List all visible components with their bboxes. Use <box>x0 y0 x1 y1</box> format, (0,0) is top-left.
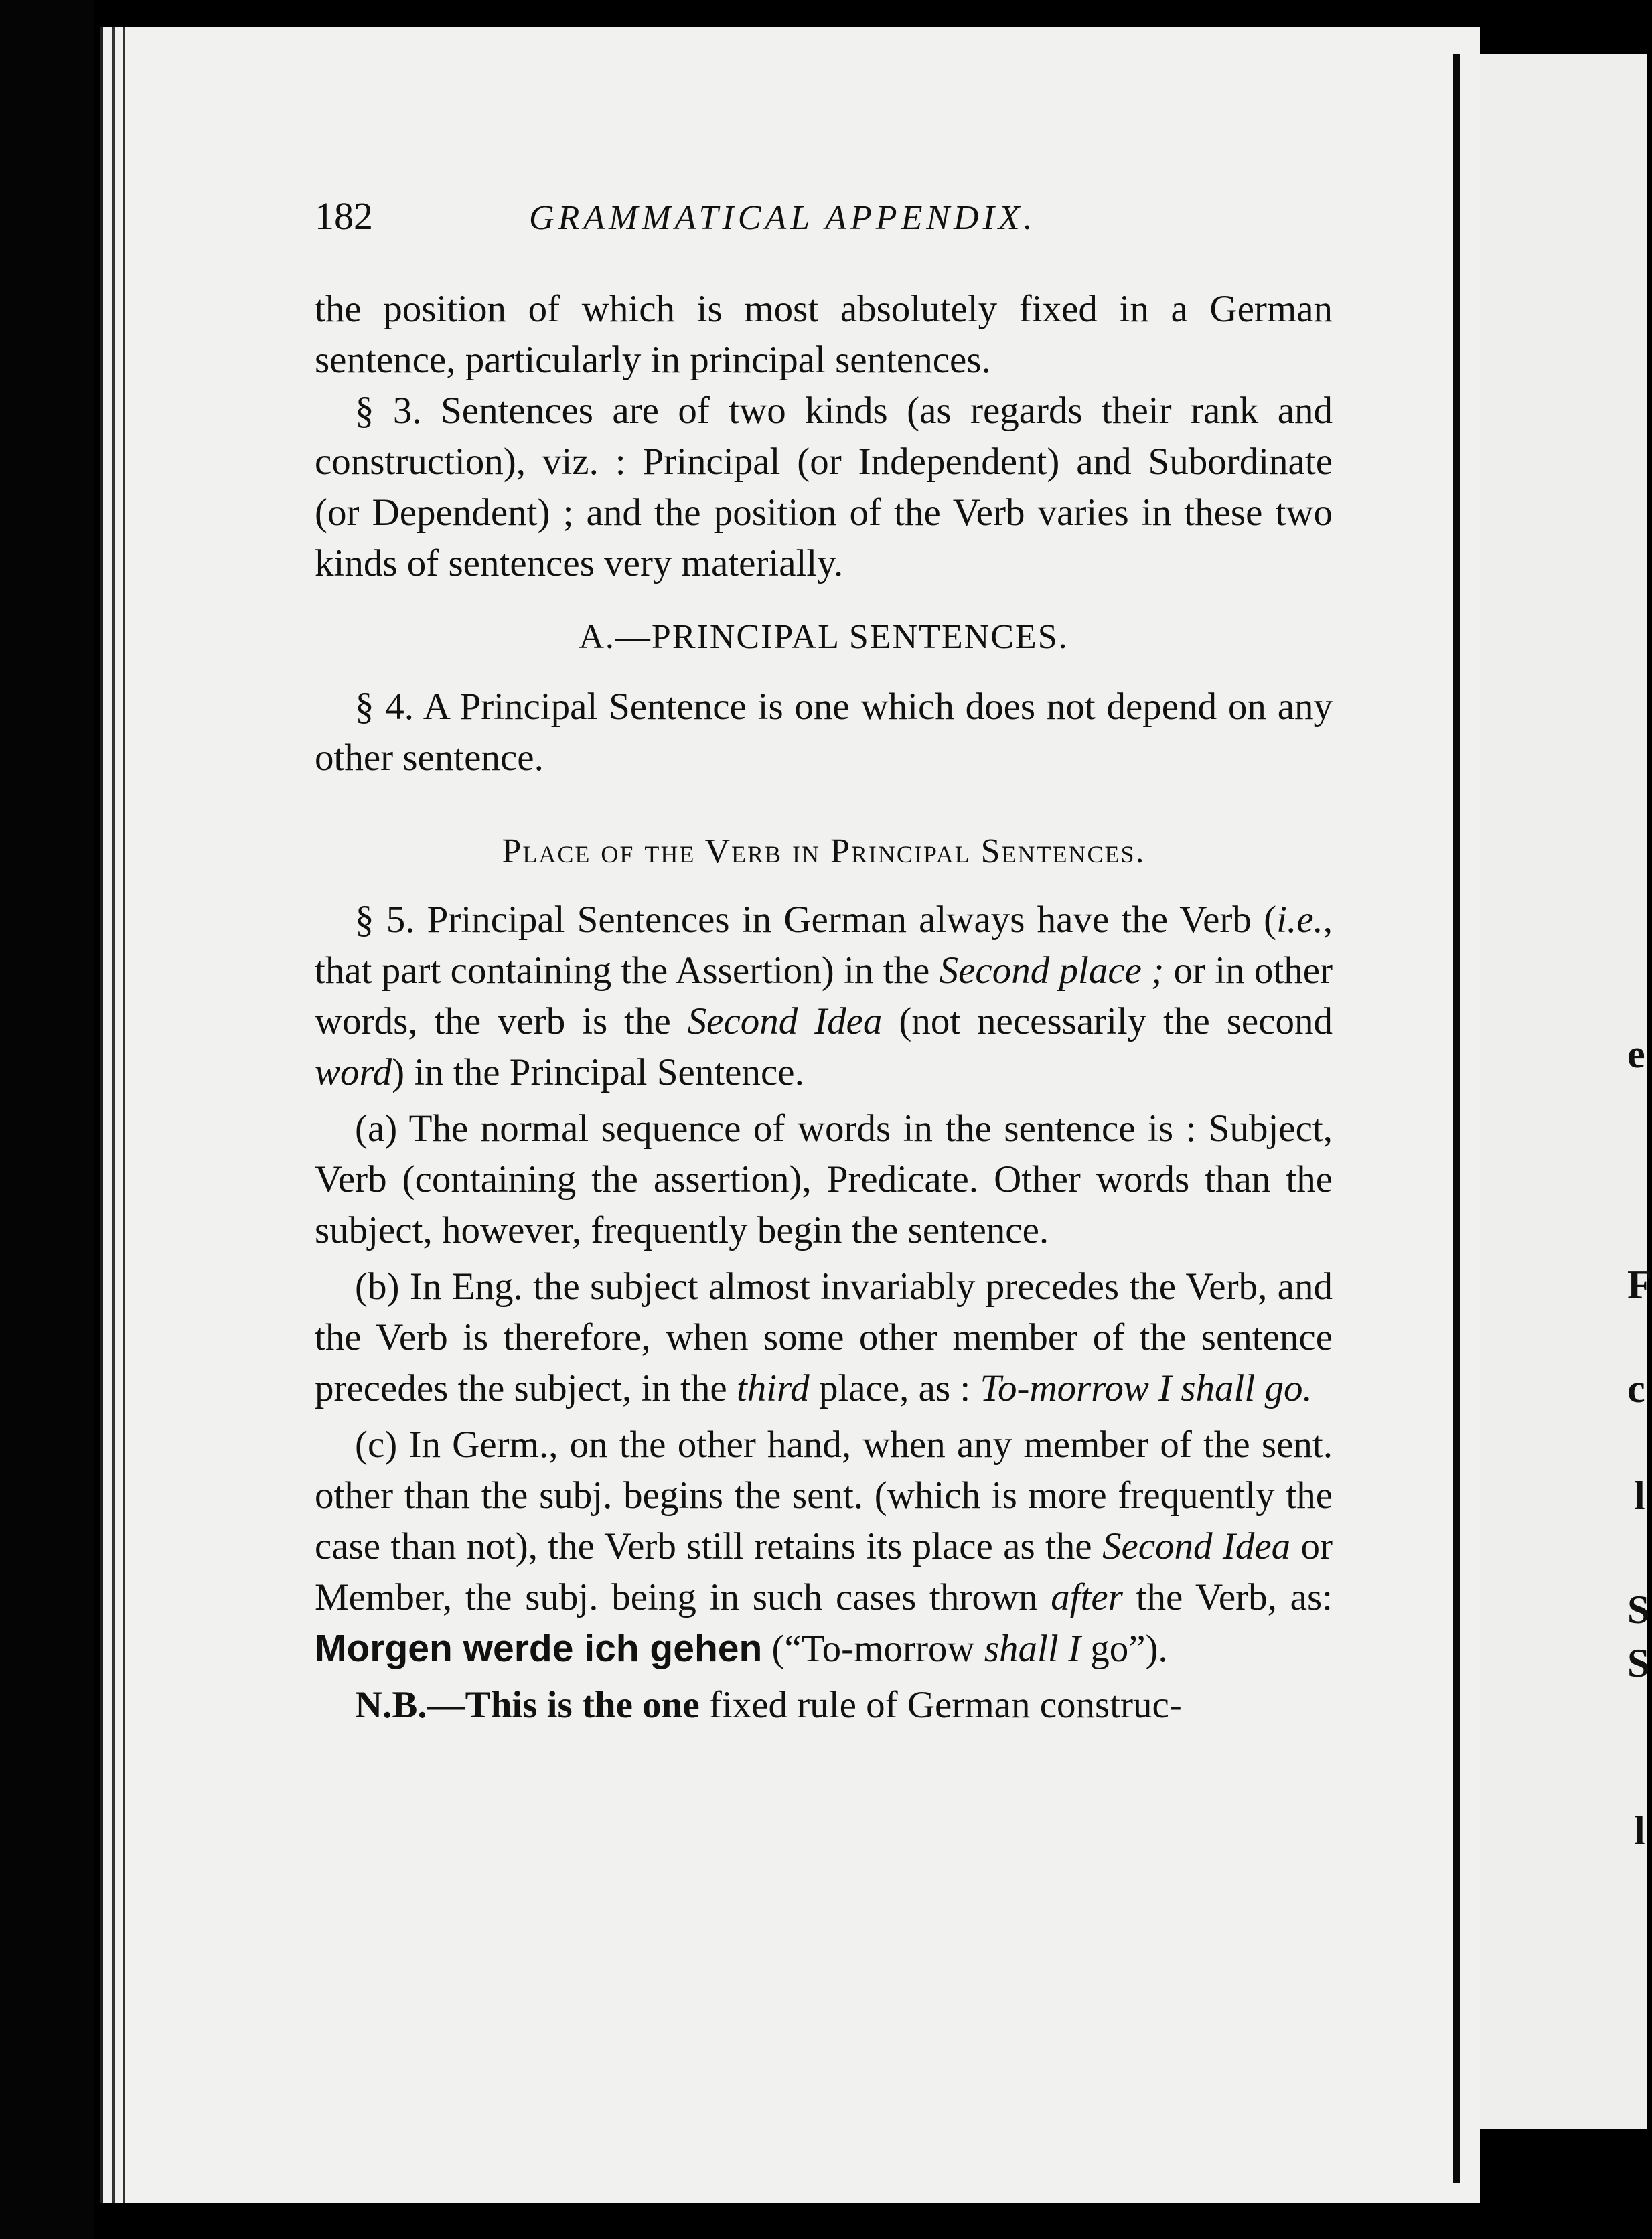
running-head: GRAMMATICAL APPENDIX. <box>529 199 1037 237</box>
paragraph-section-5: § 5. Principal Sentences in German always have the Verb (i.e., that part containing the Assertion) in the Second place ; or in other words, the verb is the Second Idea (not necessarily the second word) in the Principal Sentence. <box>315 899 1333 1093</box>
scan-left-edge <box>0 0 94 2239</box>
section-heading: A.—PRINCIPAL SENTENCES. <box>579 618 1069 656</box>
subsection-heading: Place of the Verb in Principal Sentences. <box>502 832 1146 870</box>
facing-page-fragment: l <box>1634 1808 1645 1853</box>
facing-page-fragment: F <box>1627 1263 1652 1307</box>
facing-page-fragment: e <box>1627 1032 1645 1076</box>
page-number: 182 <box>315 194 373 238</box>
book-gutter <box>1453 54 1460 2183</box>
facing-page-fragment: S <box>1627 1588 1650 1632</box>
paragraph-section-3: § 3. Sentences are of two kinds (as regards their rank and construction), viz. : Principal (or Independent) and Subordinate (or Dependent) ; and the position of the Verb varies in these two kinds of sentences very materially. <box>315 390 1333 585</box>
facing-page-strip <box>1480 54 1650 2129</box>
paragraph-continuation: the position of which is most absolutely fixed in a German sentence, particularly in principal sentences. <box>315 288 1333 381</box>
page-text <box>315 191 1333 1731</box>
paragraph-b: (b) In Eng. the subject almost invariably precedes the Verb, and the Verb is therefore, when some other member of the sentence precedes the subject, in the third place, as : To-morrow I shall go. <box>315 1265 1333 1409</box>
page-header <box>315 191 1333 244</box>
paragraph-section-4: § 4. A Principal Sentence is one which does not depend on any other sentence. <box>315 686 1333 779</box>
page-stack-edges <box>100 27 134 2203</box>
facing-page-fragment: c <box>1627 1367 1645 1411</box>
facing-page-fragment: S <box>1627 1641 1650 1685</box>
paragraph-c: (c) In Germ., on the other hand, when any member of the sent. other than the subj. begins the sent. (which is more frequently the case than not), the Verb still retains its place as the Second Idea or Member, the subj. being in such cases thrown after the Verb, as: Morgen werde ich gehen (“To-morrow shall I go”). <box>315 1423 1333 1670</box>
nota-bene: N.B.—This is the one fixed rule of German construc- <box>355 1684 1182 1726</box>
paragraph-a: (a) The normal sequence of words in the sentence is : Subject, Verb (containing the assertion), Predicate. Other words than the subject, however, frequently begin the sentence. <box>315 1107 1333 1251</box>
facing-page-fragment: l <box>1634 1474 1645 1518</box>
